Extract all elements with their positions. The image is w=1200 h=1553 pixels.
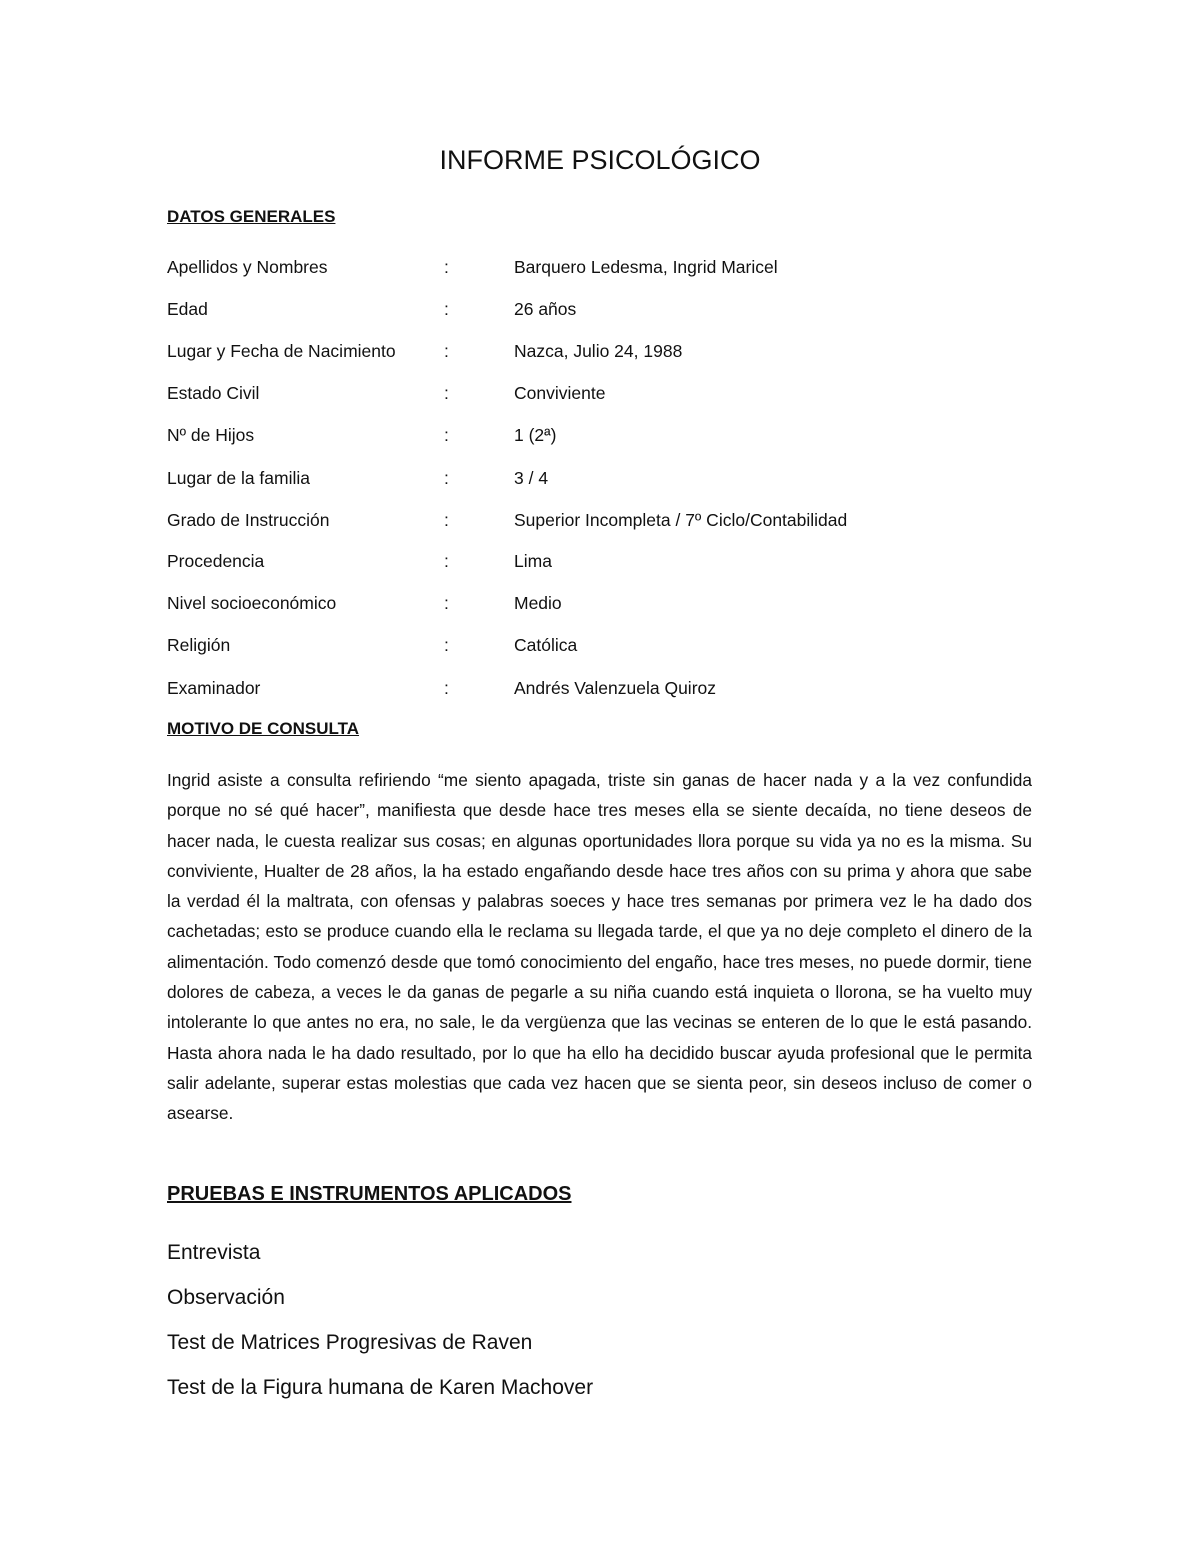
info-separator: : [444,299,449,319]
info-label: Apellidos y Nombres [167,257,328,277]
info-row-nivel-socioeconomico [167,590,1067,616]
info-separator: : [444,593,449,613]
info-row-grado-instruccion [167,507,1067,533]
info-value: Medio [514,593,562,613]
info-row-edad [167,296,1067,322]
info-separator: : [444,341,449,361]
section-heading-pruebas: PRUEBAS E INSTRUMENTOS APLICADOS [167,1183,572,1205]
info-row-numero-hijos [167,422,1067,448]
info-row-procedencia [167,548,1067,574]
info-separator: : [444,678,449,698]
info-value: Nazca, Julio 24, 1988 [514,341,683,361]
info-value: 1 (2ª) [514,425,557,445]
test-item-observacion: Observación [167,1286,285,1309]
info-label: Edad [167,299,208,319]
info-separator: : [444,425,449,445]
info-value: Barquero Ledesma, Ingrid Maricel [514,257,778,277]
info-row-religion [167,632,1067,658]
info-separator: : [444,635,449,655]
info-row-examinador [167,675,1067,701]
info-separator: : [444,468,449,488]
info-label: Lugar y Fecha de Nacimiento [167,341,396,361]
section-heading-datos-generales: DATOS GENERALES [167,207,336,226]
info-label: Grado de Instrucción [167,510,330,530]
info-row-lugar-familia [167,465,1067,491]
info-label: Examinador [167,678,261,698]
info-row-lugar-fecha-nacimiento [167,338,1067,364]
info-value: Lima [514,551,552,571]
info-separator: : [444,510,449,530]
info-label: Nivel socioeconómico [167,593,337,613]
info-value: Andrés Valenzuela Quiroz [514,678,717,698]
tests-list [167,1230,593,1410]
info-label: Procedencia [167,551,265,571]
test-item-machover: Test de la Figura humana de Karen Machover [167,1376,594,1399]
test-item-raven: Test de Matrices Progresivas de Raven [167,1331,533,1354]
info-separator: : [444,551,449,571]
info-value: 3 / 4 [514,468,549,488]
test-item-entrevista: Entrevista [167,1241,261,1264]
info-label: Nº de Hijos [167,425,255,445]
info-value: Superior Incompleta / 7º Ciclo/Contabilidad [514,510,848,530]
info-label: Lugar de la familia [167,468,310,488]
info-separator: : [444,383,449,403]
info-value: 26 años [514,299,577,319]
info-row-estado-civil [167,380,1067,406]
info-value: Conviviente [514,383,606,403]
info-label: Religión [167,635,231,655]
info-label: Estado Civil [167,383,260,403]
info-value: Católica [514,635,578,655]
section-heading-motivo-consulta: MOTIVO DE CONSULTA [167,719,360,738]
document-title: INFORME PSICOLÓGICO [439,145,761,175]
motivo-consulta-paragraph: Ingrid asiste a consulta refiriendo “me siento apagada, triste sin ganas de hacer nada y a la vez confundida porque no sé qué hacer”, manifiesta que desde hace tres meses ella se siente decaída, no tiene deseos de hacer nada, le cuesta realizar sus cosas; en algunas oportunidades llora porque su vida ya no es la misma. Su conviviente, Hualter de 28 años, la ha estado engañando desde hace tres años con su prima y ahora que sabe la verdad él la maltrata, con ofensas y palabras soeces y hace tres semanas por primera vez le ha dado dos cachetadas; esto se produce cuando ella le reclama su llegada tarde, el que ya no deje completo el dinero de la alimentación. Todo comenzó desde que tomó conocimiento del engaño, hace tres meses, no puede dormir, tiene dolores de cabeza, a veces le da ganas de pegarle a su niña cuando está inquieta o llorona, se ha vuelto muy intolerante lo que antes no era, no sale, le da vergüenza que las vecinas se enteren de lo que le está pasando. Hasta ahora nada le ha dado resultado, por lo que ha ello ha decidido buscar ayuda profesional que le permita salir adelante, superar estas molestias que cada vez hacen que se sienta peor, sin deseos incluso de comer o asearse. [167,770,1032,1124]
info-separator: : [444,257,449,277]
info-row-apellidos-nombres [167,254,1067,280]
